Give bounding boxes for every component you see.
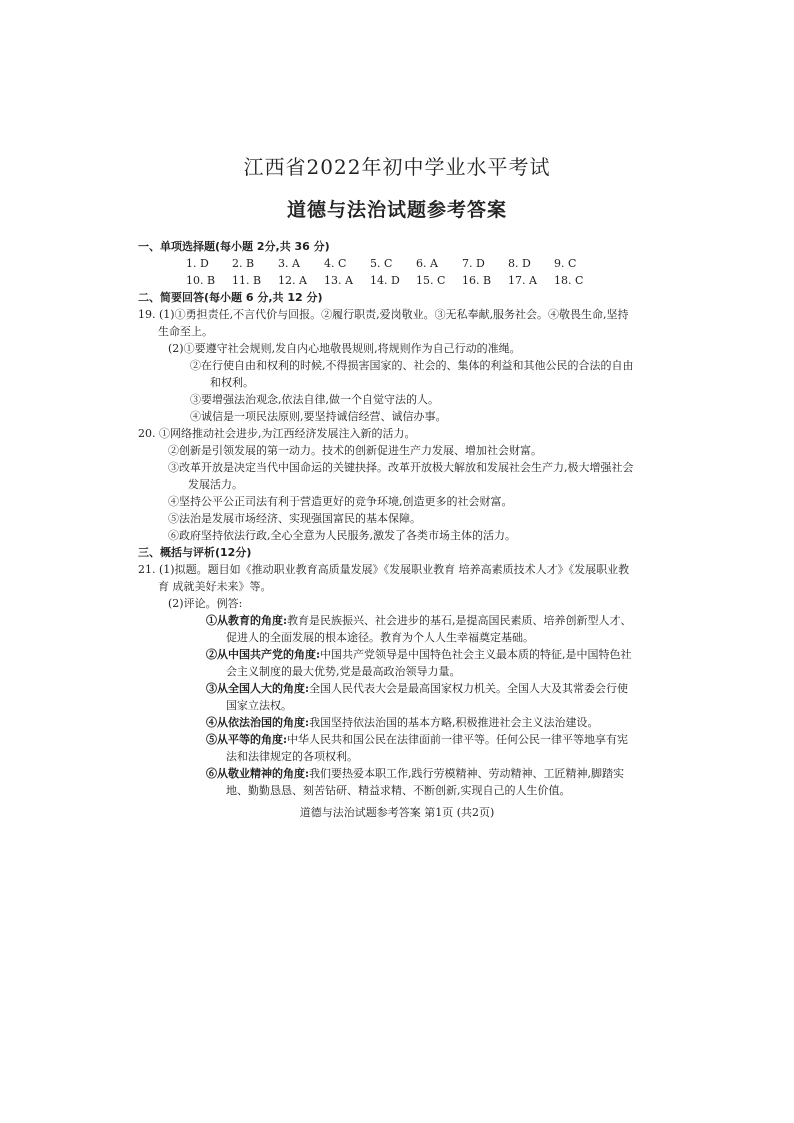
answer-item: 3. A xyxy=(278,257,300,270)
evaluation-item xyxy=(168,714,638,731)
q19-part1: 19. (1)①勇担责任,不言代价与回报。②履行职责,爱岗敬业。③无私奉献,服务社会。④敬畏生命,坚持生命至上。 xyxy=(138,308,629,338)
answer-row-1 xyxy=(186,255,638,272)
section2-heading: 二、简要回答(每小题 6 分,共 12 分) xyxy=(138,291,323,304)
answer-item: 5. C xyxy=(370,257,393,270)
answer-item: 8. D xyxy=(508,257,531,270)
answer-item: 6. A xyxy=(416,257,438,270)
q20-line: ③改革开放是决定当代中国命运的关键抉择。改革开放极大解放和发展社会生产力,极大增强社会发展活力。 xyxy=(168,461,634,491)
answer-item: 7. D xyxy=(462,257,485,270)
evaluation-text: 我们要热爱本职工作,践行劳模精神、劳动精神、工匠精神,脚踏实地、勤勤恳恳、刻苦钻研、精益求精、不断创新,实现自己的人生价值。 xyxy=(226,767,625,797)
q20-line: ④坚持公平公正司法有利于营造更好的竞争环境,创造更多的社会财富。 xyxy=(168,495,513,508)
evaluation-item xyxy=(168,731,638,765)
evaluation-item xyxy=(168,646,638,680)
q20-line: ②创新是引领发展的第一动力。技术的创新促进生产力发展、增加社会财富。 xyxy=(168,444,542,457)
answer-item: 12. A xyxy=(278,274,307,287)
evaluation-text: 教育是民族振兴、社会进步的基石,是提高国民素质、培养创新型人才、促进人的全面发展的根本途径。教育为个人人生幸福奠定基础。 xyxy=(226,614,632,644)
q19-part2-line: ④诚信是一项民法原则,要坚持诚信经营、诚信办事。 xyxy=(190,410,447,423)
section3-heading: 三、概括与评析(12分) xyxy=(138,546,252,559)
q21-part1: 21. (1)拟题。题目如《推动职业教育高质量发展》《发展职业教育 培养高素质技术人才》《发展职业教育 成就美好未来》等。 xyxy=(138,563,630,593)
evaluation-item xyxy=(168,680,638,714)
section1-heading: 一、单项选择题(每小题 2分,共 36 分) xyxy=(138,240,330,253)
evaluation-text: 中国共产党领导是中国特色社会主义最本质的特征,是中国特色社会主义制度的最大优势,党是最高政治领导力量。 xyxy=(226,648,632,678)
q19-part2-line: ③要增强法治观念,依法自律,做一个自觉守法的人。 xyxy=(190,393,439,406)
evaluation-item xyxy=(168,612,638,646)
answer-item: 18. C xyxy=(554,274,584,287)
exam-title: 江西省2022年初中学业水平考试 xyxy=(243,155,551,179)
answer-item: 9. C xyxy=(554,257,577,270)
answer-row-2 xyxy=(186,272,638,289)
answer-item: 11. B xyxy=(232,274,262,287)
answer-item: 13. A xyxy=(324,274,353,287)
answer-content xyxy=(138,238,638,799)
answer-item: 10. B xyxy=(186,274,216,287)
answer-item: 15. C xyxy=(416,274,446,287)
answer-item: 14. D xyxy=(370,274,400,287)
q20-line: ⑤法治是发展市场经济、实现强国富民的基本保障。 xyxy=(168,512,421,525)
evaluation-item xyxy=(168,765,638,799)
evaluation-label: ②从中国共产党的角度: xyxy=(206,648,321,661)
evaluation-label: ①从教育的角度: xyxy=(206,614,288,627)
evaluation-text: 中华人民共和国公民在法律面前一律平等。任何公民一律平等地享有宪法和法律规定的各项权利。 xyxy=(226,733,629,763)
q19-part2-line: ②在行使自由和权利的时候,不得损害国家的、社会的、集体的利益和其他公民的合法的自由和权利。 xyxy=(190,359,634,389)
evaluation-label: ⑥从敬业精神的角度: xyxy=(206,767,310,780)
evaluation-label: ③从全国人大的角度: xyxy=(206,682,310,695)
evaluation-text: 全国人民代表大会是最高国家权力机关。全国人大及其常委会行使国家立法权。 xyxy=(226,682,629,712)
answer-item: 2. B xyxy=(232,257,255,270)
evaluation-label: ⑤从平等的角度: xyxy=(206,733,288,746)
q21-part2: (2)评论。例答: xyxy=(168,597,243,610)
q20-line: ⑥政府坚持依法行政,全心全意为人民服务,激发了各类市场主体的活力。 xyxy=(168,529,516,542)
page-footer: 道德与法治试题参考答案 第1页 (共2页) xyxy=(299,806,495,819)
answer-item: 4. C xyxy=(324,257,347,270)
answer-item: 17. A xyxy=(508,274,537,287)
exam-subtitle: 道德与法治试题参考答案 xyxy=(286,199,507,221)
evaluation-text: 我国坚持依法治国的基本方略,积极推进社会主义法治建设。 xyxy=(309,716,599,729)
q20-line: 20. ①网络推动社会进步,为江西经济发展注入新的活力。 xyxy=(138,427,416,440)
answer-item: 16. B xyxy=(462,274,492,287)
evaluation-label: ④从依法治国的角度: xyxy=(206,716,310,729)
answer-item: 1. D xyxy=(186,257,209,270)
q19-part2-line: (2)①要遵守社会规则,发自内心地敬畏规则,将规则作为自己行动的准绳。 xyxy=(168,342,521,355)
